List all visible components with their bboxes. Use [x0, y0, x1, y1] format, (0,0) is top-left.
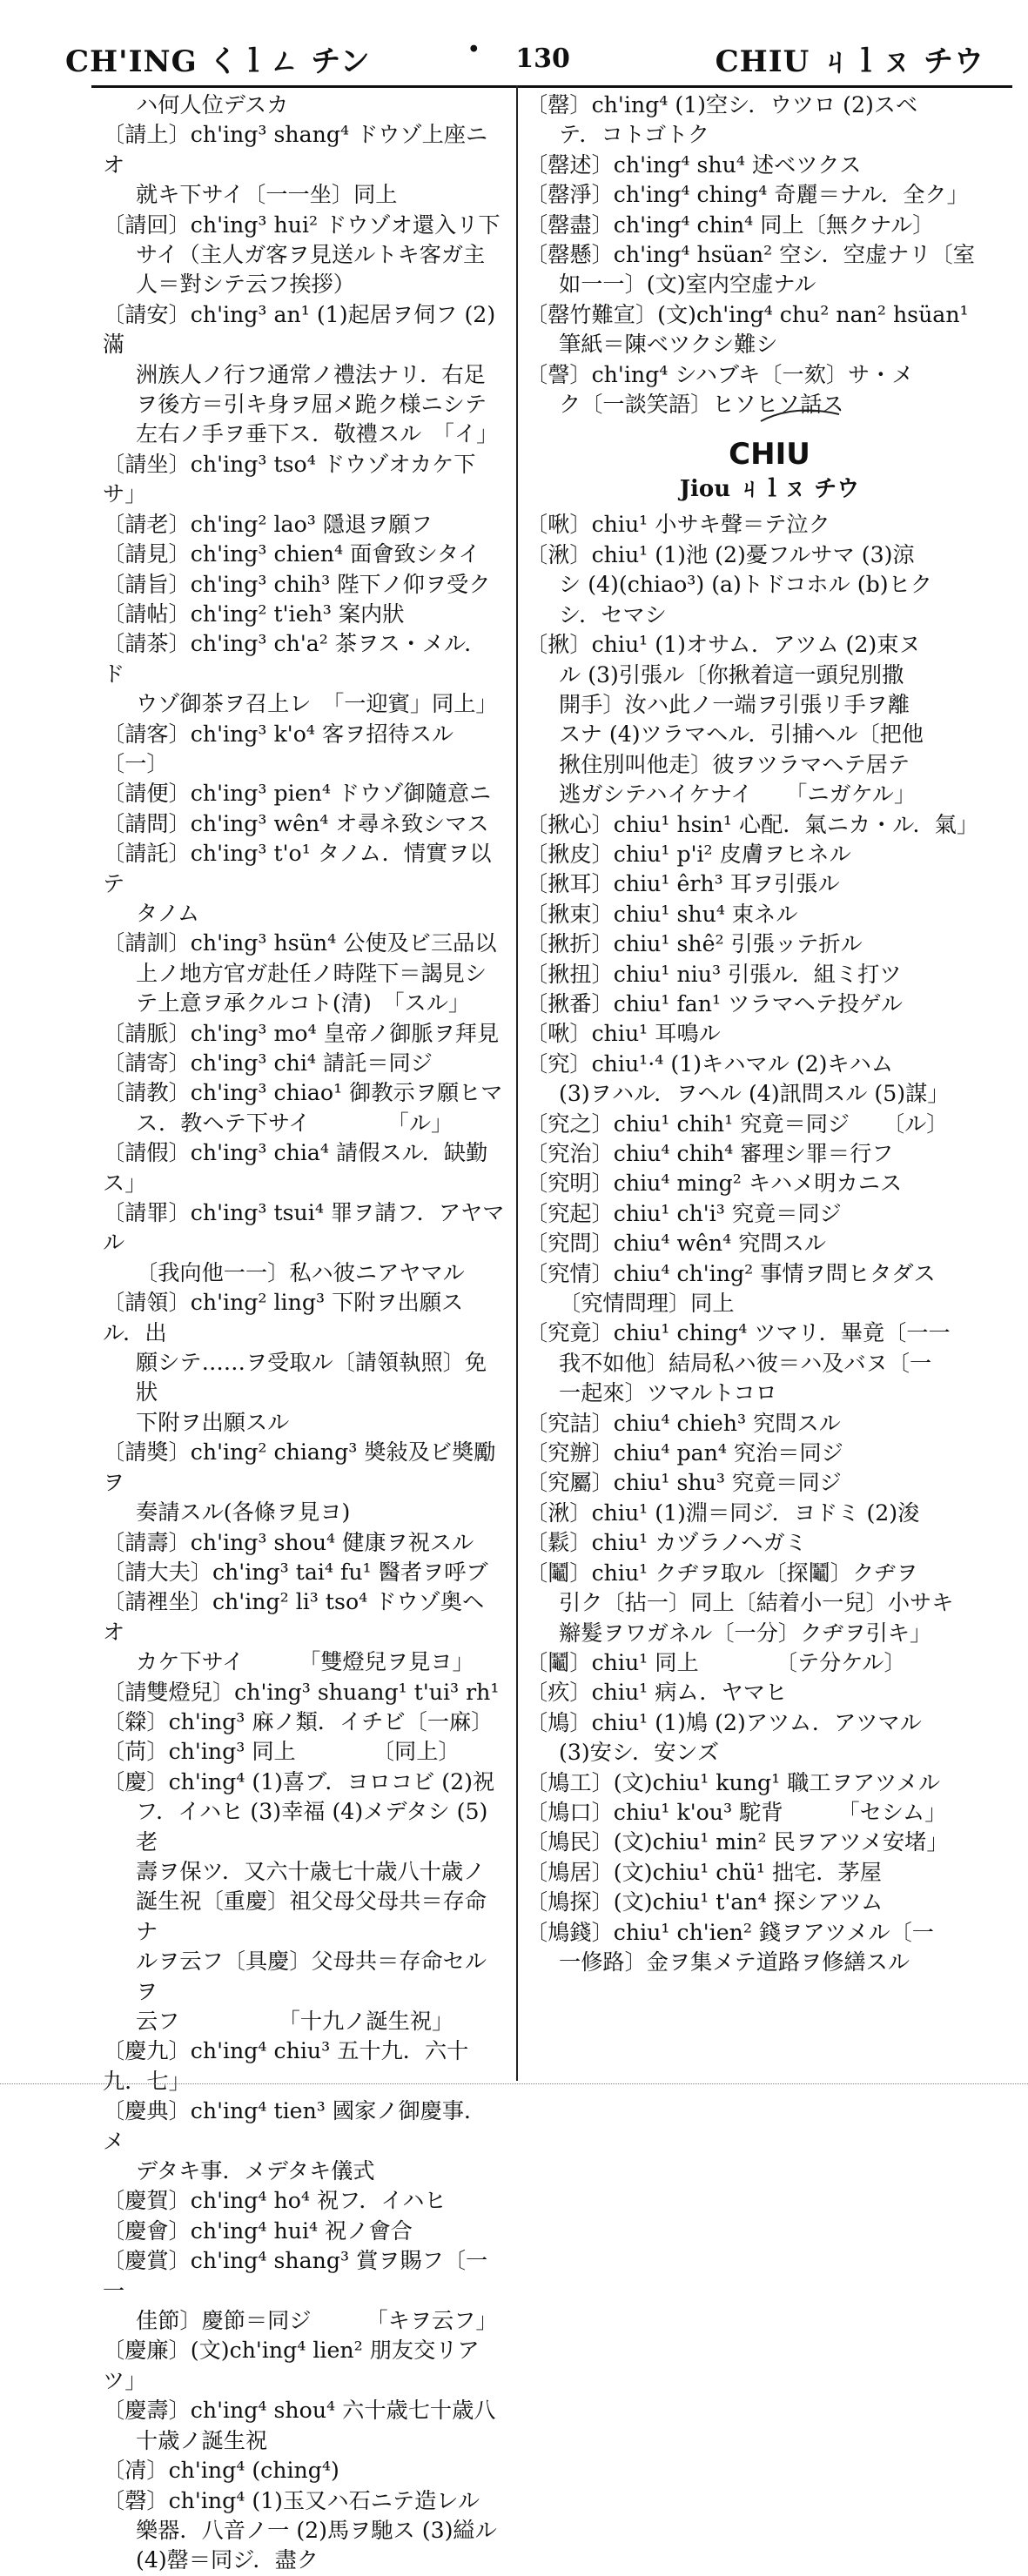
dictionary-line: ルヲ云フ〔具慶〕父母共＝存命セルヲ [136, 1949, 487, 2004]
dictionary-line: 開手〕汝ハ此ノ一端ヲ引張リ手ヲ離 [559, 691, 910, 717]
right-entries-ching [526, 91, 1013, 419]
dictionary-line: 上ノ地方官ガ赴任ノ時陛下＝謁見シ [136, 960, 487, 986]
dictionary-line: 下附ヲ出願スル [136, 1409, 290, 1435]
dictionary-line: 我不如他〕結局私ハ彼＝ハ及バヌ〔一 [559, 1350, 932, 1376]
dictionary-line: 願シテ……ヲ受取ル〔請領執照〕免狀 [136, 1350, 487, 1405]
dictionary-line: シ (4)(chiao³) (a)トドコホル (b)ヒク [559, 572, 932, 598]
dictionary-line: 〔究〕chiu¹·⁴ (1)キハマル (2)キハム [526, 1050, 894, 1077]
dictionary-line: 〔鳩錢〕chiu¹ ch'ien² 錢ヲアツメル〔一 [526, 1919, 934, 1945]
dictionary-line: 〔揪心〕chiu¹ hsin¹ 心配．氣ニカ・ル．氣」 [526, 811, 979, 837]
dictionary-line: 〔慶賞〕ch'ing⁴ shang³ 賞ヲ賜フ〔一一 [103, 2248, 488, 2304]
dictionary-line: 〔揪皮〕chiu¹ p'i² 皮膚ヲヒネル [526, 841, 851, 867]
dictionary-line: 十歳ノ誕生祝 [136, 2427, 268, 2453]
dictionary-line: フ．イハヒ (3)幸福 (4)メデタシ (5)老 [136, 1799, 488, 1855]
section-subtitle: Jiou ㄐｌㄡ チウ [679, 476, 860, 503]
section-title: CHIU [729, 437, 810, 473]
dictionary-line: 辮髮ヲワガネル〔一分〕クヂヲ引キ」 [559, 1620, 932, 1646]
column-divider [516, 85, 518, 2081]
right-entries-chiu [526, 510, 1013, 1977]
dictionary-line: 〔究情〕chiu⁴ ch'ing² 事情ヲ問ヒタダス [526, 1260, 936, 1286]
dictionary-line: 樂器．八音ノ一 (2)馬ヲ馳ス (3)縊ル [136, 2517, 497, 2543]
dictionary-line: 〔鳩工〕(文)chiu¹ kung¹ 職工ヲアツメル [526, 1769, 941, 1795]
dictionary-line: 〔請寄〕ch'ing³ chi⁴ 請託＝同ジ [103, 1050, 433, 1076]
dictionary-line: 〔鳩探〕(文)chiu¹ t'an⁴ 探シアツム [526, 1889, 884, 1915]
dictionary-line: 〔請便〕ch'ing³ pien⁴ ドウゾ御隨意ニ [103, 781, 492, 807]
dictionary-line: 〔凊〕ch'ing⁴ (ching⁴) [103, 2458, 339, 2484]
dictionary-line: 〔請教〕ch'ing³ chiao¹ 御教示ヲ願ヒマ [103, 1080, 503, 1106]
dictionary-line: 誕生祝〔重慶〕祖父母父母共＝存命ナ [136, 1888, 487, 1944]
dictionary-line: 〔請脈〕ch'ing³ mo⁴ 皇帝ノ御脈ヲ拜見 [103, 1020, 500, 1046]
dictionary-line: 〔請帖〕ch'ing² t'ieh³ 案内狀 [103, 600, 405, 627]
dictionary-line: 〔請問〕ch'ing³ wên⁴ オ尋ネ致シマス [103, 810, 489, 836]
dictionary-line: 〔請老〕ch'ing² lao³ 隱退ヲ願フ [103, 511, 433, 537]
right-column [526, 91, 1013, 1977]
dictionary-line: 〔鬮〕chiu¹ クヂヲ取ル〔探鬮〕クヂヲ [526, 1560, 918, 1586]
dictionary-line: 〔究明〕chiu⁴ ming² キハメ明カニス [526, 1171, 903, 1197]
dictionary-line: 〔揪折〕chiu¹ shê² 引張ッテ折ル [526, 931, 863, 957]
dictionary-line: 〔請大夫〕ch'ing³ tai⁴ fu¹ 醫者ヲ呼ブ [103, 1559, 488, 1585]
dictionary-line: 〔請見〕ch'ing³ chien⁴ 面會致シタイ [103, 541, 480, 567]
dictionary-line: 〔請坐〕ch'ing³ tso⁴ ドウゾオカケ下サ」 [103, 451, 476, 507]
dictionary-line: 〔揪耳〕chiu¹ êrh³ 耳ヲ引張ル [526, 871, 840, 897]
dictionary-line: ウゾ御茶ヲ召上レ 「一迎賓」同上」 [136, 691, 498, 717]
page-number-wrap [467, 37, 570, 74]
dictionary-line: 〔究辦〕chiu⁴ pan⁴ 究治＝同ジ [526, 1440, 843, 1466]
dictionary-line: 〔請領〕ch'ing² ling³ 下附ヲ出願スル．出 [103, 1290, 464, 1345]
dictionary-line: 〔慶壽〕ch'ing⁴ shou⁴ 六十歳七十歳八 [103, 2398, 496, 2424]
dictionary-line: テ．コトゴトク [559, 122, 710, 148]
dictionary-line: 〔究詰〕chiu⁴ chieh³ 究問スル [526, 1410, 841, 1436]
dictionary-line: 佳節〕慶節＝同ジ 「キヲ云フ」 [136, 2308, 498, 2334]
dictionary-line: 壽ヲ保ツ．又六十歳七十歳八十歳ノ [136, 1858, 486, 1884]
dictionary-line: 〔究治〕chiu⁴ chih⁴ 審理シ罪＝行フ [526, 1141, 894, 1166]
dictionary-line: 〔慶〕ch'ing⁴ (1)喜ブ．ヨロコビ (2)祝 [103, 1768, 495, 1794]
dictionary-line: 〔請上〕ch'ing³ shang⁴ ドウゾ上座ニオ [103, 122, 488, 178]
dictionary-line: 〔慶廉〕(文)ch'ing⁴ lien² 朋友交リアツ」 [103, 2338, 480, 2393]
dictionary-line: 洲族人ノ行フ通常ノ禮法ナリ．右足 [136, 361, 486, 387]
dictionary-line: シ．セマシ [559, 601, 667, 627]
dictionary-line: 〔請茶〕ch'ing³ ch'a² 茶ヲス・メル．ド [103, 631, 487, 687]
dictionary-line: 〔揪扭〕chiu¹ niu³ 引張ル．組ミ打ツ [526, 961, 902, 987]
dictionary-line: 〔請奬〕ch'ing² chiang³ 奬敍及ビ奬勵ヲ [103, 1439, 496, 1495]
dictionary-line: 〔請客〕ch'ing³ k'o⁴ 客ヲ招待スル〔一〕 [103, 721, 454, 776]
dictionary-line: 〔請回〕ch'ing³ hui² ドウゾオ還入リ下 [103, 211, 501, 238]
bullet-mark: • [467, 37, 480, 61]
dictionary-line: 〔請壽〕ch'ing³ shou⁴ 健康ヲ祝スル [103, 1529, 474, 1555]
dictionary-line: ヲ後方＝引キ身ヲ屈メ跪ク様ニシテ [136, 392, 487, 418]
dictionary-line: 如一一〕(文)室内空虚ナル [559, 272, 816, 298]
dictionary-line: 〔罄懸〕ch'ing⁴ hsüan² 空シ．空虚ナリ〔室 [526, 242, 975, 268]
dictionary-line: (3)安シ．安ンズ [559, 1740, 720, 1766]
dictionary-line: 〔請雙燈兒〕ch'ing³ shuang¹ t'ui³ rh¹ [103, 1679, 500, 1705]
dictionary-line: カケ下サイ 「雙燈兒ヲ見ヨ」 [136, 1649, 474, 1675]
dictionary-line: 筆紙＝陳ベツクシ難シ [559, 332, 778, 358]
running-head-right: CHIU ㄐｌㄡ チウ [715, 44, 984, 79]
dictionary-line: デタキ事．メデタキ儀式 [136, 2158, 375, 2184]
page-number: 130 [515, 43, 570, 74]
dictionary-line: テ上意ヲ承クルコト(清) 「スル」 [136, 990, 471, 1016]
dictionary-line: 〔罄〕ch'ing⁴ (1)空シ．ウツロ (2)スベ [526, 92, 918, 117]
dictionary-line: 奏請スル(各條ヲ見ヨ) [136, 1499, 351, 1526]
dictionary-line: ル (3)引張ル〔你揪着這一頭兒別撒 [559, 661, 904, 688]
dictionary-line: 〔請旨〕ch'ing³ chih³ 陛下ノ仰ヲ受ク [103, 571, 491, 597]
dictionary-line: 〔啾〕chiu¹ 耳鳴ル [526, 1021, 721, 1047]
dictionary-line: 〔究起〕chiu¹ ch'i³ 究竟＝同ジ [526, 1200, 842, 1226]
left-column [103, 91, 505, 2576]
dictionary-line: 〔磬〕ch'ing⁴ (1)玉又ハ石ニテ造レル [103, 2487, 480, 2513]
dictionary-line: 〔疚〕chiu¹ 病ム．ヤマヒ [526, 1680, 788, 1706]
dictionary-line: 〔究竟〕chiu¹ ching⁴ ツマリ．畢竟〔一一 [526, 1320, 951, 1346]
dictionary-line: 〔鬮〕chiu¹ 同上 〔テ分ケル〕 [526, 1649, 906, 1675]
dictionary-line: 〔苘〕ch'ing³ 同上 〔同上〕 [103, 1739, 460, 1765]
dictionary-line: 引ク〔拈一〕同上〔結着小一兒〕小サキ [559, 1590, 954, 1616]
dictionary-line: 人＝對シテ云フ挨拶） [136, 272, 355, 298]
dictionary-line: 〔鳩口〕chiu¹ k'ou³ 駝背 「セシム」 [526, 1799, 947, 1825]
dictionary-line: 〔究之〕chiu¹ chih¹ 究竟＝同ジ 〔ル〕 [526, 1110, 949, 1137]
dictionary-line: (4)罄＝同ジ．盡ク [136, 2547, 319, 2573]
footer-rule [0, 2083, 1028, 2084]
dictionary-line: 〔啾〕chiu¹ 小サキ聲＝テ泣ク [526, 512, 830, 538]
page-header [65, 28, 984, 89]
dictionary-line: 〔究屬〕chiu¹ shu³ 究竟＝同ジ [526, 1470, 842, 1496]
dictionary-line: ハ何人位デスカ [136, 92, 289, 117]
dictionary-line: ク〔一談笑語〕ヒソヒソ話ス [559, 392, 844, 418]
dictionary-line: 〔請安〕ch'ing³ an¹ (1)起居ヲ伺フ (2)滿 [103, 301, 496, 358]
dictionary-line: 云フ 「十九ノ誕生祝」 [136, 2009, 454, 2034]
dictionary-line: 〔鳩居〕(文)chiu¹ chü¹ 拙宅．茅屋 [526, 1859, 882, 1885]
dictionary-line: 〔慶典〕ch'ing⁴ tien³ 國家ノ御慶事．メ [103, 2098, 487, 2154]
decorative-curve [759, 402, 841, 425]
dictionary-line: 〔罄竹難宣〕(文)ch'ing⁴ chu² nan² hsüan¹ [526, 301, 969, 327]
dictionary-line: 就キ下サイ〔一一坐〕同上 [136, 182, 398, 208]
dictionary-line: 〔謦〕ch'ing⁴ シハブキ〔一欬〕サ・メ [526, 361, 914, 387]
dictionary-line: タノム [136, 900, 200, 926]
dictionary-line: 一起來〕ツマルトコロ [559, 1380, 777, 1406]
dictionary-line: (3)ヲハル．ヲヘル (4)訊問スル (5)謀」 [559, 1081, 950, 1107]
header-rule [91, 85, 1012, 88]
dictionary-line: 〔請罪〕ch'ing³ tsui⁴ 罪ヲ請フ．アヤマル [103, 1200, 505, 1256]
dictionary-line: スナ (4)ツラマヘル．引捕ヘル〔把他 [559, 721, 924, 748]
dictionary-line: 〔究問〕chiu⁴ wên⁴ 究問スル [526, 1231, 826, 1257]
dictionary-line: 〔湫〕chiu¹ (1)池 (2)憂フルサマ (3)涼 [526, 541, 915, 567]
dictionary-line: 〔請裡坐〕ch'ing² li³ tso⁴ ドウゾ奥ヘオ [103, 1589, 485, 1645]
dictionary-line: 〔請託〕ch'ing³ t'o¹ タノム．情實ヲ以テ [103, 841, 492, 896]
dictionary-line: 〔請假〕ch'ing³ chia⁴ 請假スル．缺勤ス」 [103, 1140, 488, 1196]
dictionary-line: 〔罄述〕ch'ing⁴ shu⁴ 述ベツクス [526, 151, 862, 178]
dictionary-line: 〔慶會〕ch'ing⁴ hui⁴ 祝ノ會合 [103, 2217, 413, 2244]
dictionary-line: 〔揪束〕chiu¹ shu⁴ 束ネル [526, 901, 798, 927]
dictionary-line: 〔湫〕chiu¹ (1)淵＝同ジ．ヨドミ (2)浚 [526, 1499, 920, 1526]
dictionary-line: 〔慶賀〕ch'ing⁴ ho⁴ 祝フ．イハヒ [103, 2188, 447, 2214]
dictionary-line: 〔究情問理〕同上 [559, 1291, 735, 1317]
dictionary-line: 〔慶九〕ch'ing⁴ chiu³ 五十九．六十九．七」 [103, 2038, 469, 2094]
dictionary-line: 逃ガシテハイケナイ 「ニガケル」 [559, 782, 917, 808]
dictionary-line: 〔請訓〕ch'ing³ hsün⁴ 公使及ビ三品以 [103, 930, 497, 956]
dictionary-line: 左右ノ手ヲ垂下ス．敬禮スル 「イ」 [136, 421, 499, 447]
dictionary-line: 〔揪〕chiu¹ (1)オサム．アツム (2)束ヌ [526, 632, 921, 658]
dictionary-line: 〔揪番〕chiu¹ fan¹ ツラマヘテ投ゲル [526, 990, 904, 1016]
dictionary-line: サイ（主人ガ客ヲ見送ルトキ客ガ主 [136, 242, 486, 268]
dictionary-line: ス．教ヘテ下サイ 「ル」 [136, 1110, 454, 1136]
running-head-left: CH'ING くｌㄥ チン [65, 44, 371, 79]
dictionary-line: 〔檾〕ch'ing³ 麻ノ類．イチビ〔一麻〕 [103, 1708, 494, 1734]
dictionary-line: 〔鳩民〕(文)chiu¹ min² 民ヲアツメ安堵」 [526, 1829, 949, 1855]
dictionary-line: 〔鬏〕chiu¹ カヅラノヘガミ [526, 1530, 807, 1556]
dictionary-line: 〔罄淨〕ch'ing⁴ ching⁴ 奇麗＝ナル．全ク」 [526, 182, 969, 208]
section-heading-chiu [526, 435, 1013, 505]
dictionary-line: 〔我向他一一〕私ハ彼ニアヤマル [136, 1259, 465, 1285]
dictionary-line: 〔鳩〕chiu¹ (1)鳩 (2)アツム．アツマル [526, 1709, 922, 1735]
dictionary-line: 〔罄盡〕ch'ing⁴ chin⁴ 同上〔無クナル〕 [526, 211, 935, 238]
dictionary-line: 一修路〕金ヲ集メテ道路ヲ修繕スル [559, 1949, 910, 1975]
dictionary-line: 揪住別叫他走〕彼ヲツラマヘテ居テ [559, 751, 910, 777]
